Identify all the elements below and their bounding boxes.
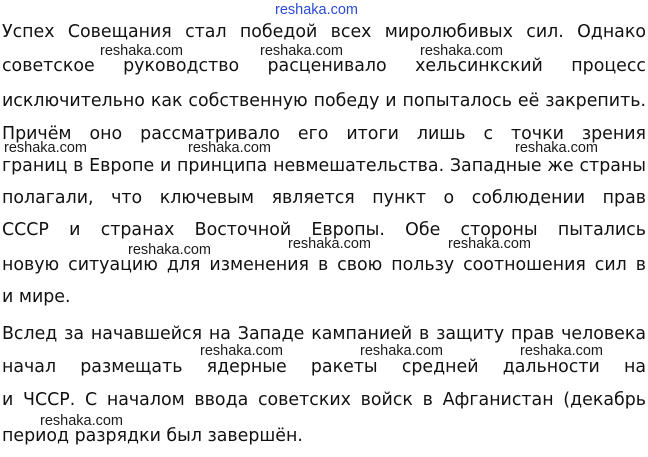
text-line: и мире.: [2, 287, 71, 307]
watermark: reshaka.com: [260, 43, 344, 59]
text-line: Причём оно рассматривало его итоги лишь с точки зрения: [2, 124, 646, 144]
watermark: reshaka.com: [200, 343, 284, 359]
text-line: и ЧССР. С началом ввода советских войск в Афганистан (декабрь: [2, 390, 646, 410]
text-line: советское руководство расценивало хельсинкский процесс: [2, 56, 646, 76]
watermark: reshaka.com: [515, 140, 599, 156]
text-line: границ в Европе и принципа невмешательства. Западные же страны: [2, 156, 646, 176]
watermark: reshaka.com: [288, 236, 372, 252]
text-line: начал размещать ядерные ракеты средней дальности на: [2, 357, 646, 377]
watermark: reshaka.com: [128, 242, 212, 258]
watermark: reshaka.com: [360, 343, 444, 359]
watermark: reshaka.com: [40, 413, 124, 429]
watermark-top: reshaka.com: [275, 2, 359, 18]
watermark: reshaka.com: [188, 140, 272, 156]
watermark: reshaka.com: [4, 140, 88, 156]
watermark: reshaka.com: [448, 236, 532, 252]
text-line: период разрядки был завершён.: [2, 426, 303, 446]
text-line: Вслед за начавшейся на Западе кампанией в защиту прав человека: [2, 324, 646, 344]
text-line: новую ситуацию для изменения в свою пользу соотношения сил в: [2, 255, 646, 275]
watermark: reshaka.com: [520, 343, 604, 359]
watermark: reshaka.com: [420, 43, 504, 59]
text-line: Успех Совещания стал победой всех миролюбивых сил. Однако: [2, 22, 646, 42]
text-line: полагали, что ключевым является пункт о соблюдении прав: [2, 188, 646, 208]
text-line: исключительно как собственную победу и попыталось её закрепить.: [2, 91, 646, 111]
text-line: СССР и странах Восточной Европы. Обе стороны пытались: [2, 220, 646, 240]
watermark: reshaka.com: [100, 43, 184, 59]
